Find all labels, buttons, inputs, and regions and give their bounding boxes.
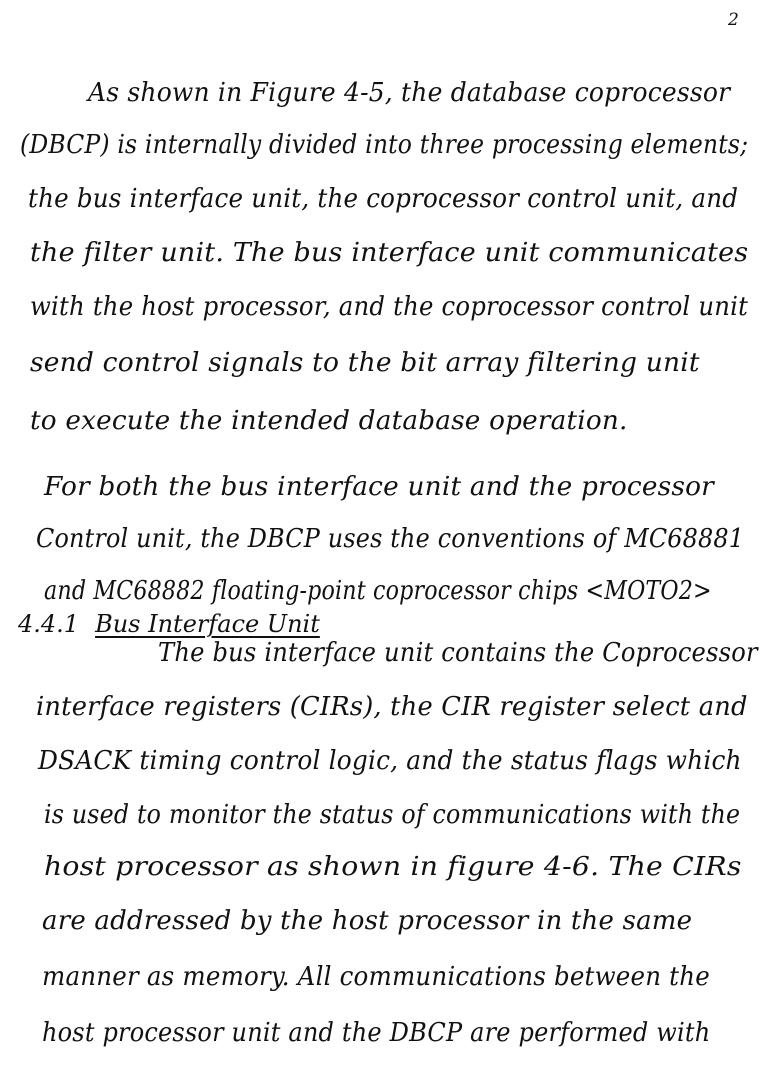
text-line: are addressed by the host processor in the same [42,906,693,936]
text-line: For both the bus interface unit and the processor [44,472,714,502]
section-number: 4.4.1 [18,610,80,638]
text-line: manner as memory. All communications between the [42,962,710,992]
text-line: The bus interface unit contains the Coprocessor [158,638,758,668]
text-line: is used to monitor the status of communications with the [44,800,741,830]
page-number: 2 [728,10,739,30]
text-line: and MC68882 floating-point coprocessor chips <MOTO2> [44,576,712,606]
text-line: to execute the intended database operation. [30,406,628,436]
section-heading [18,612,320,636]
text-line: send control signals to the bit array filtering unit [30,348,700,378]
text-line: host processor as shown in figure 4-6. The CIRs [44,852,742,882]
text-line: the filter unit. The bus interface unit communicates [30,238,749,268]
text-line: host processor unit and the DBCP are performed with [42,1018,711,1048]
text-line: As shown in Figure 4-5, the database coprocessor [88,78,731,108]
text-line: the bus interface unit, the coprocessor control unit, and [28,184,739,214]
text-line: Control unit, the DBCP uses the conventions of MC68881 [36,524,745,554]
text-line: with the host processor, and the coprocessor control unit [30,292,749,322]
section-title: Bus Interface Unit [95,610,320,638]
text-line: (DBCP) is internally divided into three processing elements; [20,130,749,160]
text-line: interface registers (CIRs), the CIR register select and [36,692,748,722]
text-line: DSACK timing control logic, and the status flags which [38,746,742,776]
